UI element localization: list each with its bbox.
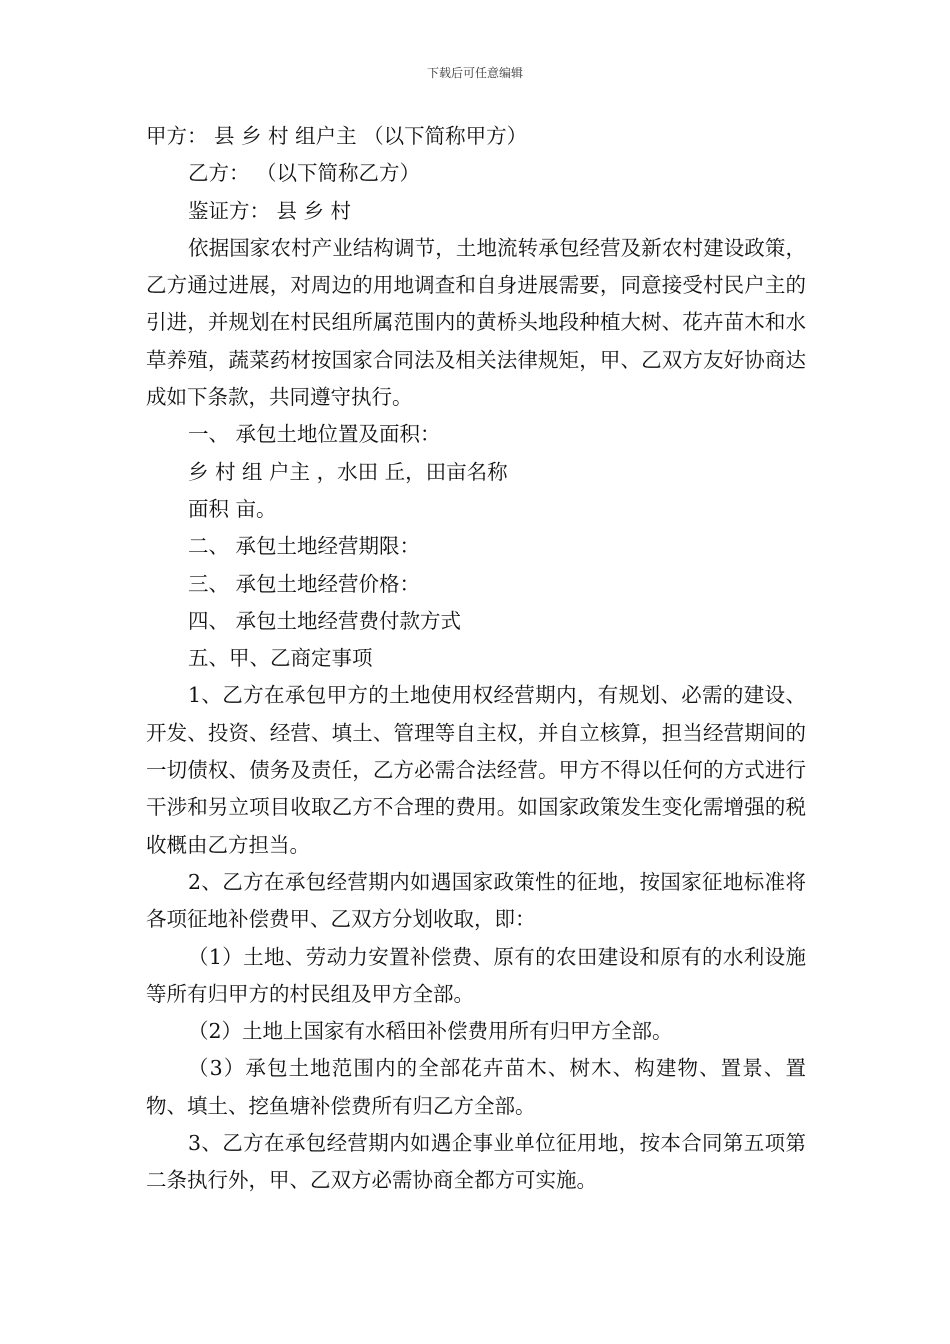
- section-2-title: 二、 承包土地经营期限：: [188, 534, 421, 559]
- item-2-1-paragraph: （1）土地、劳动力安置补偿费、原有的农田建设和原有的水利设施等所有归甲方的村民组及甲方全部。: [146, 944, 806, 1006]
- section-4-title: 四、 承包土地经营费付款方式: [188, 608, 462, 633]
- section-1-title: 一、 承包土地位置及面积：: [188, 422, 441, 447]
- witness-line: 鉴证方： 县 乡 村: [188, 198, 352, 223]
- section-3-title: 三、 承包土地经营价格：: [188, 571, 421, 596]
- party-a-line: 甲方： 县 乡 村 组户主 （以下简称甲方）: [146, 124, 528, 148]
- section-1-area: 面积 亩。: [188, 496, 277, 521]
- header-note: 下载后可任意编辑: [426, 66, 523, 80]
- party-b-line: 乙方： （以下简称乙方）: [188, 161, 421, 186]
- intro-paragraph: 依据国家农村产业结构调节，土地流转承包经营及新农村建设政策，乙方通过进展，对周边的用地调查和自身进展需要，同意接受村民户主的引进，并规划在村民组所属范围内的黄桥头地段种植大树、花卉苗木和水草养殖，蔬菜药材按国家合同法及相关法律规矩，甲、乙双方友好协商达成如下条款，共同遵守执行。: [146, 235, 806, 410]
- item-1-paragraph: 1、乙方在承包甲方的土地使用权经营期内，有规划、必需的建设、开发、投资、经营、填土、管理等自主权，并自立核算，担当经营期间的一切债权、债务及责任，乙方必需合法经营。甲方不得以任何的方式进行干涉和另立项目收取乙方不合理的费用。如国家政策发生变化需增强的税收概由乙方担当。: [146, 683, 806, 857]
- contract-body: [146, 118, 806, 1200]
- item-2-paragraph: 2、乙方在承包经营期内如遇国家政策性的征地，按国家征地标准将各项征地补偿费甲、乙双方分划收取，即：: [146, 869, 806, 932]
- item-2-3-paragraph: （3）承包土地范围内的全部花卉苗木、树木、构建物、置景、置物、填土、挖鱼塘补偿费所有归乙方全部。: [146, 1056, 806, 1118]
- item-2-2-paragraph: （2）土地上国家有水稻田补偿费用所有归甲方全部。: [188, 1019, 673, 1044]
- section-1-location: 乡 村 组 户主 ，水田 丘，田亩名称: [188, 459, 508, 484]
- item-3-paragraph: 3、乙方在承包经营期内如遇企事业单位征用地，按本合同第五项第二条执行外，甲、乙双方必需协商全都方可实施。: [146, 1131, 806, 1193]
- section-5-title: 五、甲、乙商定事项: [188, 646, 373, 671]
